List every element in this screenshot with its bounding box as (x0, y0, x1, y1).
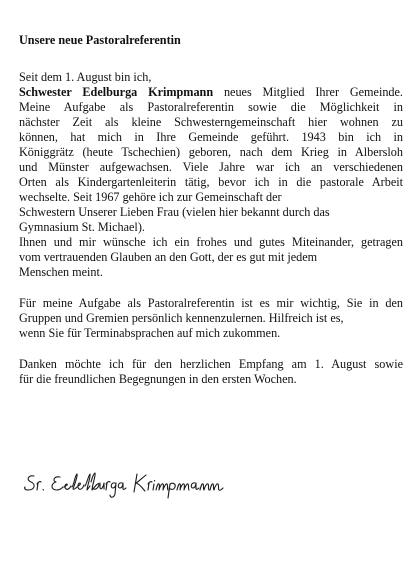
text-line: Ihnen und mir wünsche ich ein frohes und gutes Miteinander, getragen (19, 235, 403, 249)
author-name: Schwester Edelburga Krimpmann (19, 85, 214, 99)
text-line: Menschen meint. (19, 265, 103, 279)
text-line: Meine Aufgabe als Pastoralreferentin sowie die Möglichkeit in (19, 100, 403, 114)
text-line: vom vertrauenden Glauben an den Gott, der es gut mit jedem (19, 250, 318, 264)
text-line: Gruppen und Gremien persönlich kennenzulernen. Hilfreich ist es, (19, 311, 344, 325)
letter (19, 33, 403, 403)
text-line: und Münster aufgewachsen. Viele Jahre war ich an verschiedenen (19, 160, 403, 174)
text-line: Für meine Aufgabe als Pastoralreferentin ist es mir wichtig, Sie in den (19, 296, 403, 310)
text-line: Danken möchte ich für den herzlichen Empfang am 1. August sowie (19, 357, 403, 371)
text-line: Gymnasium St. Michael). (19, 220, 145, 234)
paragraph-thanks (19, 357, 403, 387)
text-line: für die freundlichen Begegnungen in den ersten Wochen. (19, 372, 297, 386)
handwritten-signature (22, 470, 232, 504)
text-line: nächster Zeit als kleine Schwesterngemeinschaft hier wohnen zu (19, 115, 403, 129)
text-line: können, hat mich in Ihre Gemeinde geführt. 1943 bin ich in (19, 130, 403, 144)
text-line: Schwestern Unserer Lieben Frau (vielen hier bekannt durch das (19, 205, 330, 219)
text-line: Königgrätz (heute Tschechien) geboren, nach dem Krieg in Albersloh (19, 145, 403, 159)
text-line: Seit dem 1. August bin ich, (19, 70, 152, 84)
signature-strokes (25, 473, 223, 498)
paragraph-introduction (19, 70, 403, 280)
paragraph-role (19, 296, 403, 341)
text-line: Orten als Kindergartenleiterin tätig, bevor ich in die pastorale Arbeit (19, 175, 403, 189)
text-fragment: neues Mitglied Ihrer Gemeinde. (213, 85, 403, 99)
text-line: wenn Sie für Terminabsprachen auf mich zukommen. (19, 326, 281, 340)
letter-title: Unsere neue Pastoralreferentin (19, 33, 181, 47)
text-line: wechselte. Seit 1967 gehöre ich zur Gemeinschaft der (19, 190, 282, 204)
text-line (19, 85, 403, 100)
